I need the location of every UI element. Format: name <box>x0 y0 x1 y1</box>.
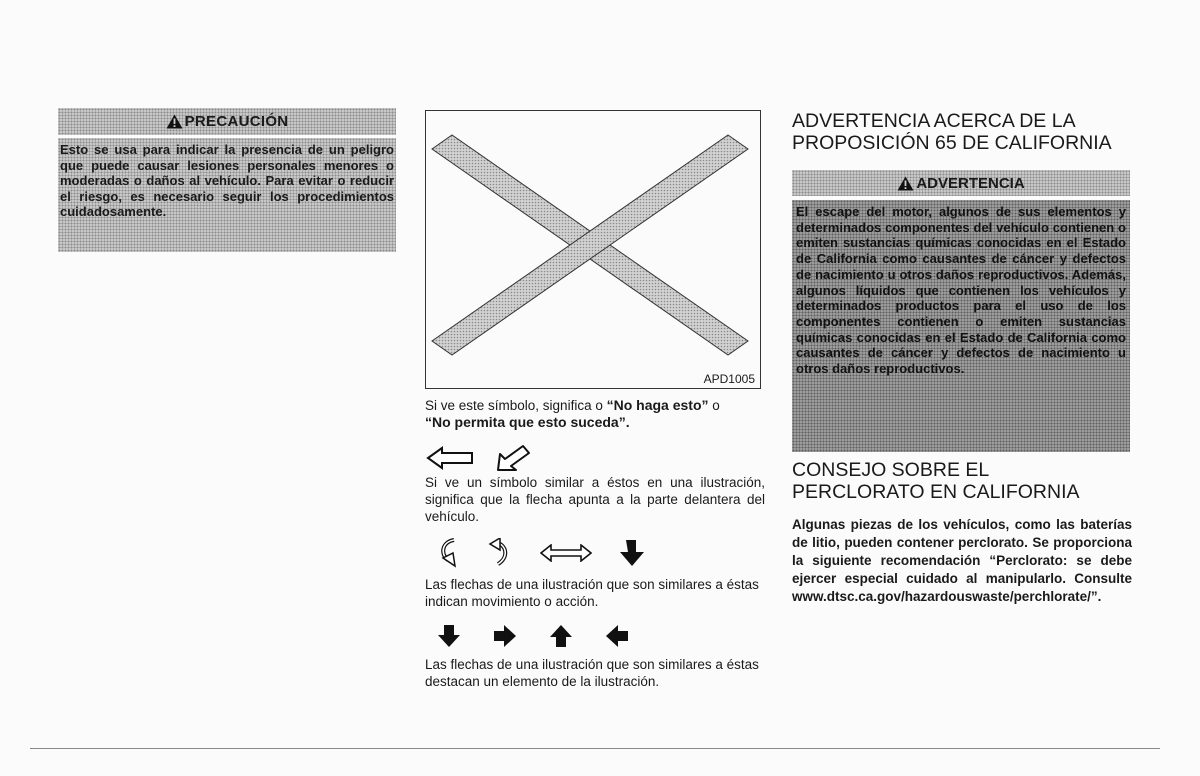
prop65-title <box>792 110 1142 154</box>
symbol-meaning-text <box>425 397 765 431</box>
curved-arrow-right-icon <box>488 538 514 568</box>
figure-code: APD1005 <box>703 372 755 386</box>
highlight-arrows <box>437 624 629 648</box>
connector-o: o <box>708 398 720 413</box>
symbol-intro: Si ve este símbolo, significa o <box>425 398 607 413</box>
prohibition-figure <box>425 110 761 389</box>
double-arrow-icon <box>540 544 592 562</box>
highlight-arrows-text: Las flechas de una ilustración que son similares a éstas destacan un elemento de la ilustración. <box>425 657 759 689</box>
prop65-title-line2: PROPOSICIÓN 65 DE CALIFORNIA <box>792 132 1112 154</box>
prop65-title-line1: ADVERTENCIA ACERCA DE LA <box>792 110 1076 132</box>
warning-box <box>792 170 1130 452</box>
front-arrows-text: Si ve un símbolo similar a éstos en una ilustración, significa que la flecha apunta a la parte delantera del vehículo. <box>425 475 765 524</box>
movement-arrows <box>436 538 648 568</box>
outline-left-arrow-icon <box>426 446 474 470</box>
solid-up-arrow-icon <box>549 624 573 648</box>
perchlorate-title-line1: CONSEJO SOBRE EL <box>792 459 990 481</box>
no-permita: “No permita que esto suceda”. <box>425 414 630 430</box>
caution-body: Esto se usa para indicar la presencia de un peligro que puede causar lesiones personales menores o moderadas o daños al vehículo. Para evitar o reducir el riesgo, es necesario seguir los procedimientos cuidadosamente. <box>58 138 396 252</box>
warning-triangle-icon <box>166 114 183 129</box>
warning-triangle-icon <box>897 176 914 191</box>
caution-heading <box>58 108 396 135</box>
warning-heading-text: ADVERTENCIA <box>916 174 1025 192</box>
warning-body: El escape del motor, algunos de sus elementos y determinados componentes del vehículo contienen o emiten sustancias químicas conocidas en el Estado de California como causantes de cáncer y defectos de nacimiento u otros daños reproductivos. Además, algunos líquidos que contienen los vehículos y determinados productos para el uso de los componentes contienen o emiten sustancias químicas conocidas en el Estado de California como causantes de cáncer y defectos de nacimiento u otros daños reproductivos. <box>792 200 1130 452</box>
perchlorate-title <box>792 459 1142 503</box>
perchlorate-body: Algunas piezas de los vehículos, como las baterías de litio, pueden contener perclorato. Se proporciona la siguiente recomendación “Perclorato: se debe ejercer especial cuidado al manipularlo. Consulte www.dtsc.ca.gov/hazardouswaste/perchlorate/”. <box>792 517 1132 604</box>
page-bottom-rule <box>30 748 1160 749</box>
solid-left-arrow-icon <box>605 624 629 648</box>
solid-right-arrow-icon <box>493 624 517 648</box>
solid-down-arrow-icon <box>437 624 461 648</box>
caution-box <box>58 108 396 252</box>
warning-heading <box>792 170 1130 196</box>
outline-diagonal-arrow-icon <box>496 444 532 472</box>
caution-heading-text: PRECAUCIÓN <box>184 113 289 130</box>
front-arrows <box>426 444 532 472</box>
movement-arrows-text: Las flechas de una ilustración que son similares a éstas indican movimiento o acción. <box>425 577 759 609</box>
no-haga-esto: “No haga esto” <box>606 397 709 413</box>
curved-arrow-left-icon <box>436 538 462 568</box>
perchlorate-title-line2: PERCLORATO EN CALIFORNIA <box>792 481 1080 503</box>
cross-x-icon <box>426 111 760 373</box>
bent-down-arrow-icon <box>618 538 648 568</box>
